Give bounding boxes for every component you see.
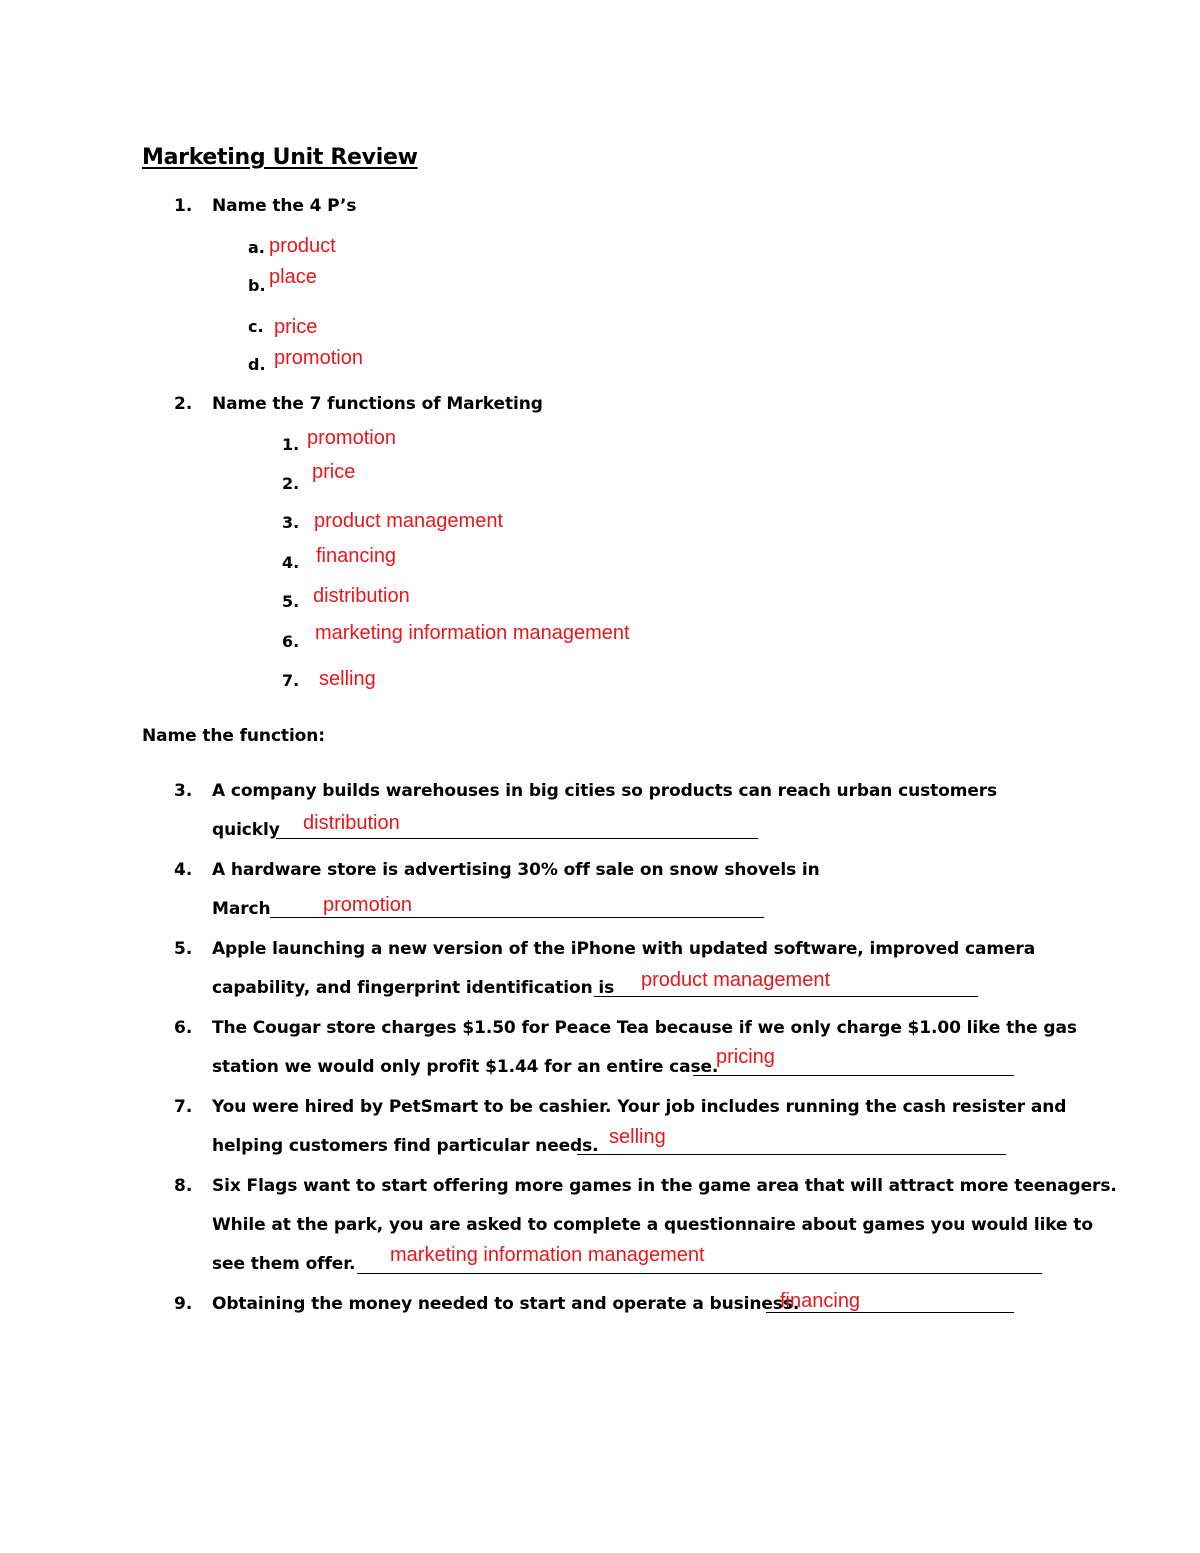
answer-text: place — [269, 266, 317, 288]
answer-text: pricing — [716, 1046, 775, 1068]
list-item-label: 3. — [282, 513, 300, 532]
question-text: You were hired by PetSmart to be cashier. Your job includes running the cash resister and — [212, 1097, 1067, 1117]
question-number: 1. — [174, 196, 193, 216]
question-number: 8. — [174, 1176, 193, 1196]
answer-text: price — [274, 316, 318, 338]
question-number: 2. — [174, 394, 193, 414]
question-text: Apple launching a new version of the iPhone with updated software, improved camera — [212, 939, 1036, 959]
answer-text: product — [269, 235, 336, 257]
page-title: Marketing Unit Review — [142, 145, 418, 170]
question-text: station we would only profit $1.44 for an entire case. — [212, 1057, 719, 1077]
answer-text: marketing information management — [315, 622, 630, 644]
question-text: A hardware store is advertising 30% off sale on snow shovels in — [212, 860, 820, 880]
answer-blank — [693, 1075, 1014, 1076]
answer-text: promotion — [274, 347, 363, 369]
answer-text: distribution — [303, 812, 400, 834]
list-item-label: c. — [248, 317, 264, 336]
question-text: Six Flags want to start offering more games in the game area that will attract more teenagers. — [212, 1176, 1117, 1196]
answer-blank — [594, 996, 978, 997]
answer-blank — [276, 838, 758, 839]
question-text: While at the park, you are asked to complete a questionnaire about games you would like to — [212, 1215, 1093, 1235]
answer-blank — [270, 917, 764, 918]
list-item-label: 7. — [282, 671, 300, 690]
list-item-label: 6. — [282, 632, 300, 651]
section-heading: Name the function: — [142, 726, 325, 746]
list-item-label: b. — [248, 276, 266, 295]
list-item-label: d. — [248, 355, 266, 374]
question-text: Name the 4 P’s — [212, 196, 357, 216]
answer-text: selling — [319, 668, 376, 690]
list-item-label: 1. — [282, 435, 300, 454]
list-item-label: a. — [248, 238, 265, 257]
question-text: Name the 7 functions of Marketing — [212, 394, 543, 414]
question-text: quickly — [212, 820, 280, 840]
answer-text: selling — [609, 1126, 666, 1148]
answer-text: promotion — [307, 427, 396, 449]
question-number: 5. — [174, 939, 193, 959]
list-item-label: 2. — [282, 474, 300, 493]
question-number: 6. — [174, 1018, 193, 1038]
answer-text: marketing information management — [390, 1244, 705, 1266]
answer-text: distribution — [313, 585, 410, 607]
question-text: March — [212, 899, 271, 919]
question-number: 3. — [174, 781, 193, 801]
question-text: Obtaining the money needed to start and operate a business. — [212, 1294, 800, 1314]
question-text: helping customers find particular needs. — [212, 1136, 599, 1156]
list-item-label: 5. — [282, 592, 300, 611]
question-number: 4. — [174, 860, 193, 880]
question-text: A company builds warehouses in big cities so products can reach urban customers — [212, 781, 998, 801]
answer-text: product management — [641, 969, 831, 991]
answer-text: financing — [316, 545, 397, 567]
answer-text: financing — [780, 1290, 861, 1312]
list-item-label: 4. — [282, 553, 300, 572]
question-number: 7. — [174, 1097, 193, 1117]
answer-text: price — [312, 461, 356, 483]
answer-text: promotion — [323, 894, 412, 916]
question-text: see them offer. — [212, 1254, 356, 1274]
question-text: The Cougar store charges $1.50 for Peace Tea because if we only charge $1.00 like the gas — [212, 1018, 1077, 1038]
answer-blank — [357, 1273, 1042, 1274]
answer-text: product management — [314, 510, 504, 532]
answer-blank — [577, 1154, 1006, 1155]
question-number: 9. — [174, 1294, 193, 1314]
question-text: capability, and fingerprint identification is — [212, 978, 615, 998]
